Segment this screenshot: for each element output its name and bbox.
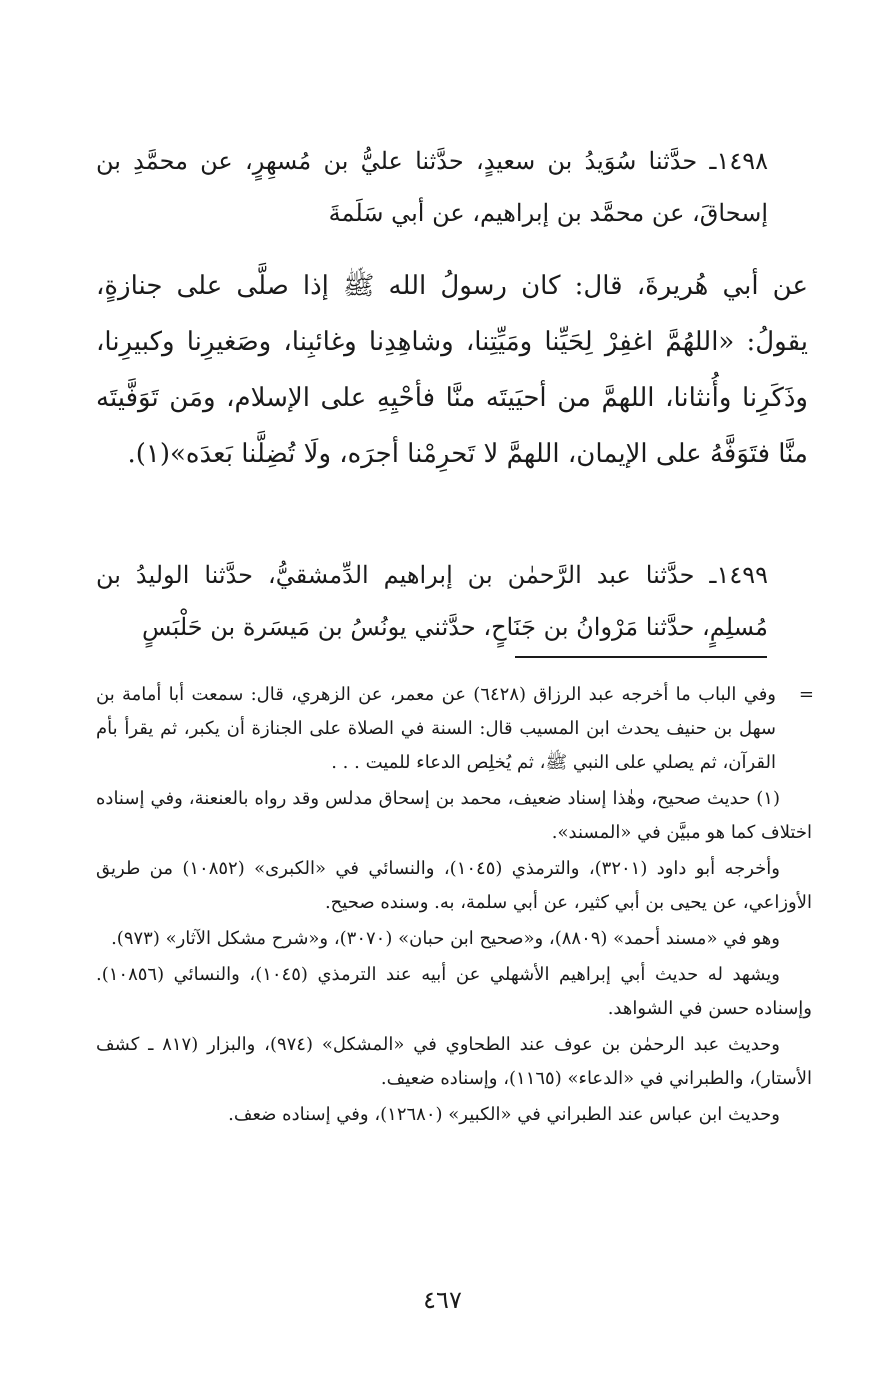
- hadith-1499-isnad-text: ١٤٩٩ـ حدَّثنا عبد الرَّحمٰن بن إبراهيم الدِّمشقيُّ، حدَّثنا الوليدُ بن مُسلِمٍ، حدَّثنا مَرْوانُ بن جَنَاحٍ، حدَّثني يونُسُ بن مَيسَرة بن حَلْبَسٍ: [96, 561, 768, 641]
- page-number: ٤٦٧: [423, 1286, 462, 1314]
- hadith-1498-matn-text: عن أبي هُريرةَ، قال: كان رسولُ الله ﷺ إذا صلَّى على جنازةٍ، يقولُ: «اللهُمَّ اغفِرْ لِحَيِّنا ومَيِّتِنا، وشاهِدِنا وغائبِنا، وصَغيرِنا وكبيرِنا، وذَكَرِنا وأُنثانا، اللهمَّ من أحيَيتَه منَّا فأحْيِهِ على الإسلام، ومَن تَوَفَّيتَه منَّا فتَوَفَّهُ على الإيمان، اللهمَّ لا تَحرِمْنا أجرَه، ولَا تُضِلَّنا بَعدَه»(١).: [96, 271, 808, 469]
- hadith-1498-matn: [96, 258, 808, 482]
- footnote-1: (١) حديث صحيح، وهٰذا إسناد ضعيف، محمد بن إسحاق مدلس وقد رواه بالعنعنة، وفي إسناده اختلاف كما هو مبيَّن في «المسند».: [96, 788, 812, 843]
- continuation-marker: =: [798, 684, 814, 705]
- footnote-divider: [515, 656, 767, 658]
- hadith-1499-isnad: [96, 549, 768, 653]
- footnote-para-3: وهو في «مسند أحمد» (٨٨٠٩)، و«صحيح ابن حبان» (٣٠٧٠)، و«شرح مشكل الآثار» (٩٧٣).: [111, 928, 780, 949]
- footnote-para-4: ويشهد له حديث أبي إبراهيم الأشهلي عن أبيه عند الترمذي (١٠٤٥)، والنسائي (١٠٨٥٦). وإسناده حسن في الشواهد.: [96, 964, 812, 1019]
- footnote-continuation: [96, 678, 812, 780]
- footnotes-section: [96, 678, 812, 1134]
- footnote-para-6: وحديث ابن عباس عند الطبراني في «الكبير» (١٢٦٨٠)، وفي إسناده ضعف.: [228, 1104, 780, 1125]
- hadith-1498-isnad: [96, 135, 768, 239]
- footnote-para-2: وأخرجه أبو داود (٣٢٠١)، والترمذي (١٠٤٥)، والنسائي في «الكبرى» (١٠٨٥٢) من طريق الأوزاعي، عن يحيى بن أبي كثير، عن أبي سلمة، به. وسنده صحيح.: [96, 858, 812, 913]
- footnote-para-5: وحديث عبد الرحمٰن بن عوف عند الطحاوي في «المشكل» (٩٧٤)، والبزار (٨١٧ ـ كشف الأستار)، والطبراني في «الدعاء» (١١٦٥)، وإسناده ضعيف.: [96, 1034, 812, 1089]
- hadith-1498-isnad-text: ١٤٩٨ـ حدَّثنا سُوَيدُ بن سعيدٍ، حدَّثنا عليُّ بن مُسهِرٍ، عن محمَّدِ بن إسحاقَ، عن محمَّد بن إبراهيم، عن أبي سَلَمةَ: [96, 147, 768, 227]
- footnote-continuation-text: وفي الباب ما أخرجه عبد الرزاق (٦٤٢٨) عن معمر، عن الزهري، قال: سمعت أبا أمامة بن سهل بن حنيف يحدث ابن المسيب قال: السنة في الصلاة على الجنازة أن يكبر، ثم يقرأ بأم القرآن، ثم يصلي على النبي ﷺ، ثم يُخلِص الدعاء للميت . . .: [96, 684, 776, 773]
